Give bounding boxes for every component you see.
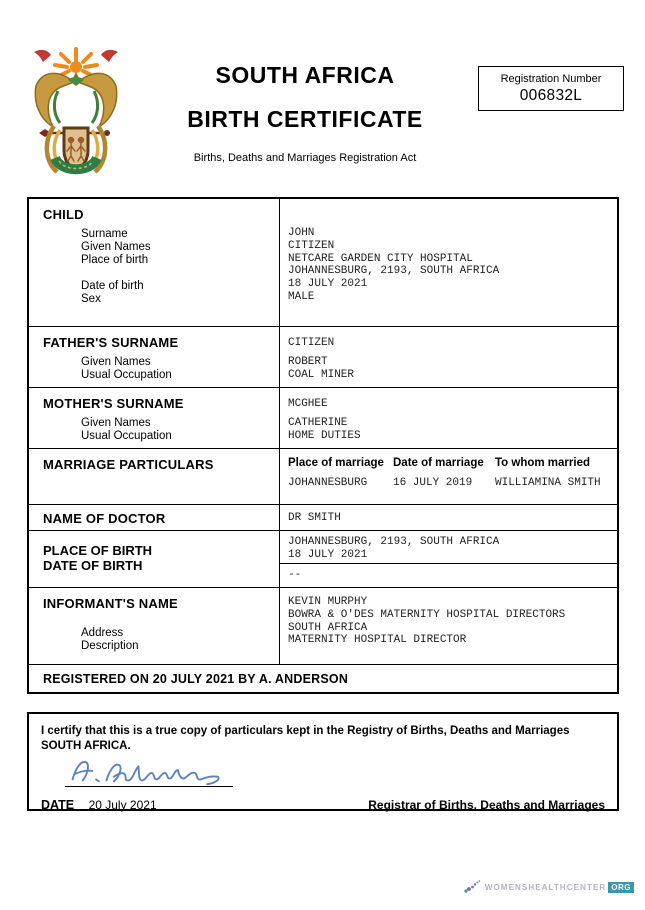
place-of-birth-value: JOHANNESBURG, 2193, SOUTH AFRICA: [288, 536, 500, 548]
birth-values: [279, 531, 617, 587]
marriage-values: [279, 449, 617, 504]
mother-occupation-label: Usual Occupation: [81, 430, 172, 442]
registrar-signature: [65, 755, 237, 787]
informant-section: [29, 587, 617, 664]
mother-surname-value: MCGHEE: [288, 398, 328, 410]
child-labels: [29, 199, 279, 326]
brand-name: WOMENSHEALTHCENTER: [484, 882, 607, 892]
mother-section-title: MOTHER'S SURNAME: [43, 396, 184, 411]
informant-values: [279, 588, 617, 664]
informant-section-title: INFORMANT'S NAME: [43, 596, 178, 611]
birth-extra-value: --: [288, 569, 302, 581]
date-group: [41, 796, 157, 814]
certification-box: [27, 712, 619, 811]
informant-labels: [29, 588, 279, 664]
father-values: [279, 327, 617, 387]
certification-statement-line1: I certify that this is a true copy of particulars kept in the Registry of Births, Deaths and Marriages: [41, 725, 570, 737]
date-of-birth-value: 18 JULY 2021: [288, 548, 368, 561]
to-whom-married-label: To whom married: [495, 457, 590, 469]
informant-description-value: MATERNITY HOSPITAL DIRECTOR: [288, 634, 467, 647]
doctor-value-cell: [279, 505, 617, 530]
certification-statement-line2: SOUTH AFRICA.: [41, 739, 131, 752]
country-title: SOUTH AFRICA: [215, 62, 395, 88]
doctor-section-title: NAME OF DOCTOR: [43, 511, 166, 526]
informant-organisation-value: BOWRA & O'DES MATERNITY HOSPITAL DIRECTORS: [288, 608, 566, 621]
mother-labels: [29, 388, 279, 448]
date-value: 20 July 2021: [88, 798, 157, 812]
certification-date-row: [41, 796, 605, 814]
father-surname-value: CITIZEN: [288, 337, 335, 349]
mother-values: [279, 388, 617, 448]
child-given-names-value: CITIZEN: [288, 239, 335, 252]
child-place-of-birth-label: Place of birth: [81, 254, 149, 266]
child-values: [279, 199, 617, 326]
father-occupation-label: Usual Occupation: [81, 369, 172, 381]
father-occupation-value: COAL MINER: [288, 368, 355, 381]
father-given-names-value: ROBERT: [288, 355, 328, 368]
marriage-section-title: MARRIAGE PARTICULARS: [43, 457, 214, 472]
marriage-labels: [29, 449, 279, 504]
registration-number-box: [478, 66, 624, 111]
child-section-title: CHILD: [43, 207, 84, 222]
coat-of-arms-icon: [30, 46, 122, 178]
doctor-section: [29, 504, 617, 530]
doctor-label: [29, 505, 279, 530]
mother-occupation-value: HOME DUTIES: [288, 429, 361, 442]
child-date-of-birth-value: 18 JULY 2021: [288, 278, 368, 291]
informant-name-value: KEVIN MURPHY: [288, 596, 368, 608]
doctor-name-value: DR SMITH: [288, 512, 341, 524]
header-titles: [135, 62, 475, 164]
birth-labels: [29, 531, 279, 587]
date-label: DATE: [41, 798, 75, 812]
child-surname-label: Surname: [81, 228, 128, 240]
document-title: BIRTH CERTIFICATE: [187, 106, 423, 132]
signature-icon: [65, 755, 225, 787]
birth-section: [29, 530, 617, 587]
marriage-section: [29, 448, 617, 504]
date-of-birth-title: DATE OF BIRTH: [43, 558, 143, 573]
mother-given-names-value: CATHERINE: [288, 416, 348, 429]
date-of-marriage-value: 16 JULY 2019: [393, 477, 473, 489]
father-given-names-label: Given Names: [81, 356, 151, 368]
certificate-table: [27, 197, 619, 694]
watermark-brand: [463, 879, 634, 895]
informant-description-label: Description: [81, 640, 139, 652]
child-surname-value: JOHN: [288, 227, 315, 239]
brand-swoosh-icon: [463, 879, 483, 895]
act-subtitle: Births, Deaths and Marriages Registration Act: [193, 152, 417, 164]
father-section-title: FATHER'S SURNAME: [43, 335, 179, 350]
child-sex-value: MALE: [288, 290, 315, 303]
child-given-names-label: Given Names: [81, 241, 151, 253]
registrar-title: Registrar of Births, Deaths and Marriages: [368, 798, 605, 812]
informant-address-value: SOUTH AFRICA: [288, 621, 368, 634]
to-whom-married-value: WILLIAMINA SMITH: [495, 477, 601, 489]
registered-row: REGISTERED ON 20 JULY 2021 BY A. ANDERSON: [29, 664, 617, 692]
south-africa-coat-of-arms: [30, 46, 122, 178]
child-date-of-birth-label: Date of birth: [81, 280, 144, 292]
place-of-birth-title: PLACE OF BIRTH: [43, 543, 153, 558]
sun-icon: [55, 49, 97, 76]
child-place-of-birth-value-line1: NETCARE GARDEN CITY HOSPITAL: [288, 252, 473, 265]
date-of-marriage-label: Date of marriage: [393, 457, 484, 469]
informant-address-label: Address: [81, 627, 124, 639]
mother-given-names-label: Given Names: [81, 417, 151, 429]
child-sex-label: Sex: [81, 293, 101, 305]
place-of-marriage-label: Place of marriage: [288, 457, 384, 469]
brand-suffix: ORG: [608, 882, 634, 893]
mother-section: [29, 387, 617, 448]
child-place-of-birth-value-line2: JOHANNESBURG, 2193, SOUTH AFRICA: [288, 265, 500, 278]
registration-number-value: 006832L: [519, 87, 583, 104]
father-labels: [29, 327, 279, 387]
registration-number-label: Registration Number: [500, 73, 602, 85]
place-of-marriage-value: JOHANNESBURG: [288, 477, 368, 489]
child-section: [29, 199, 617, 326]
spacer: [81, 267, 279, 280]
father-section: [29, 326, 617, 387]
